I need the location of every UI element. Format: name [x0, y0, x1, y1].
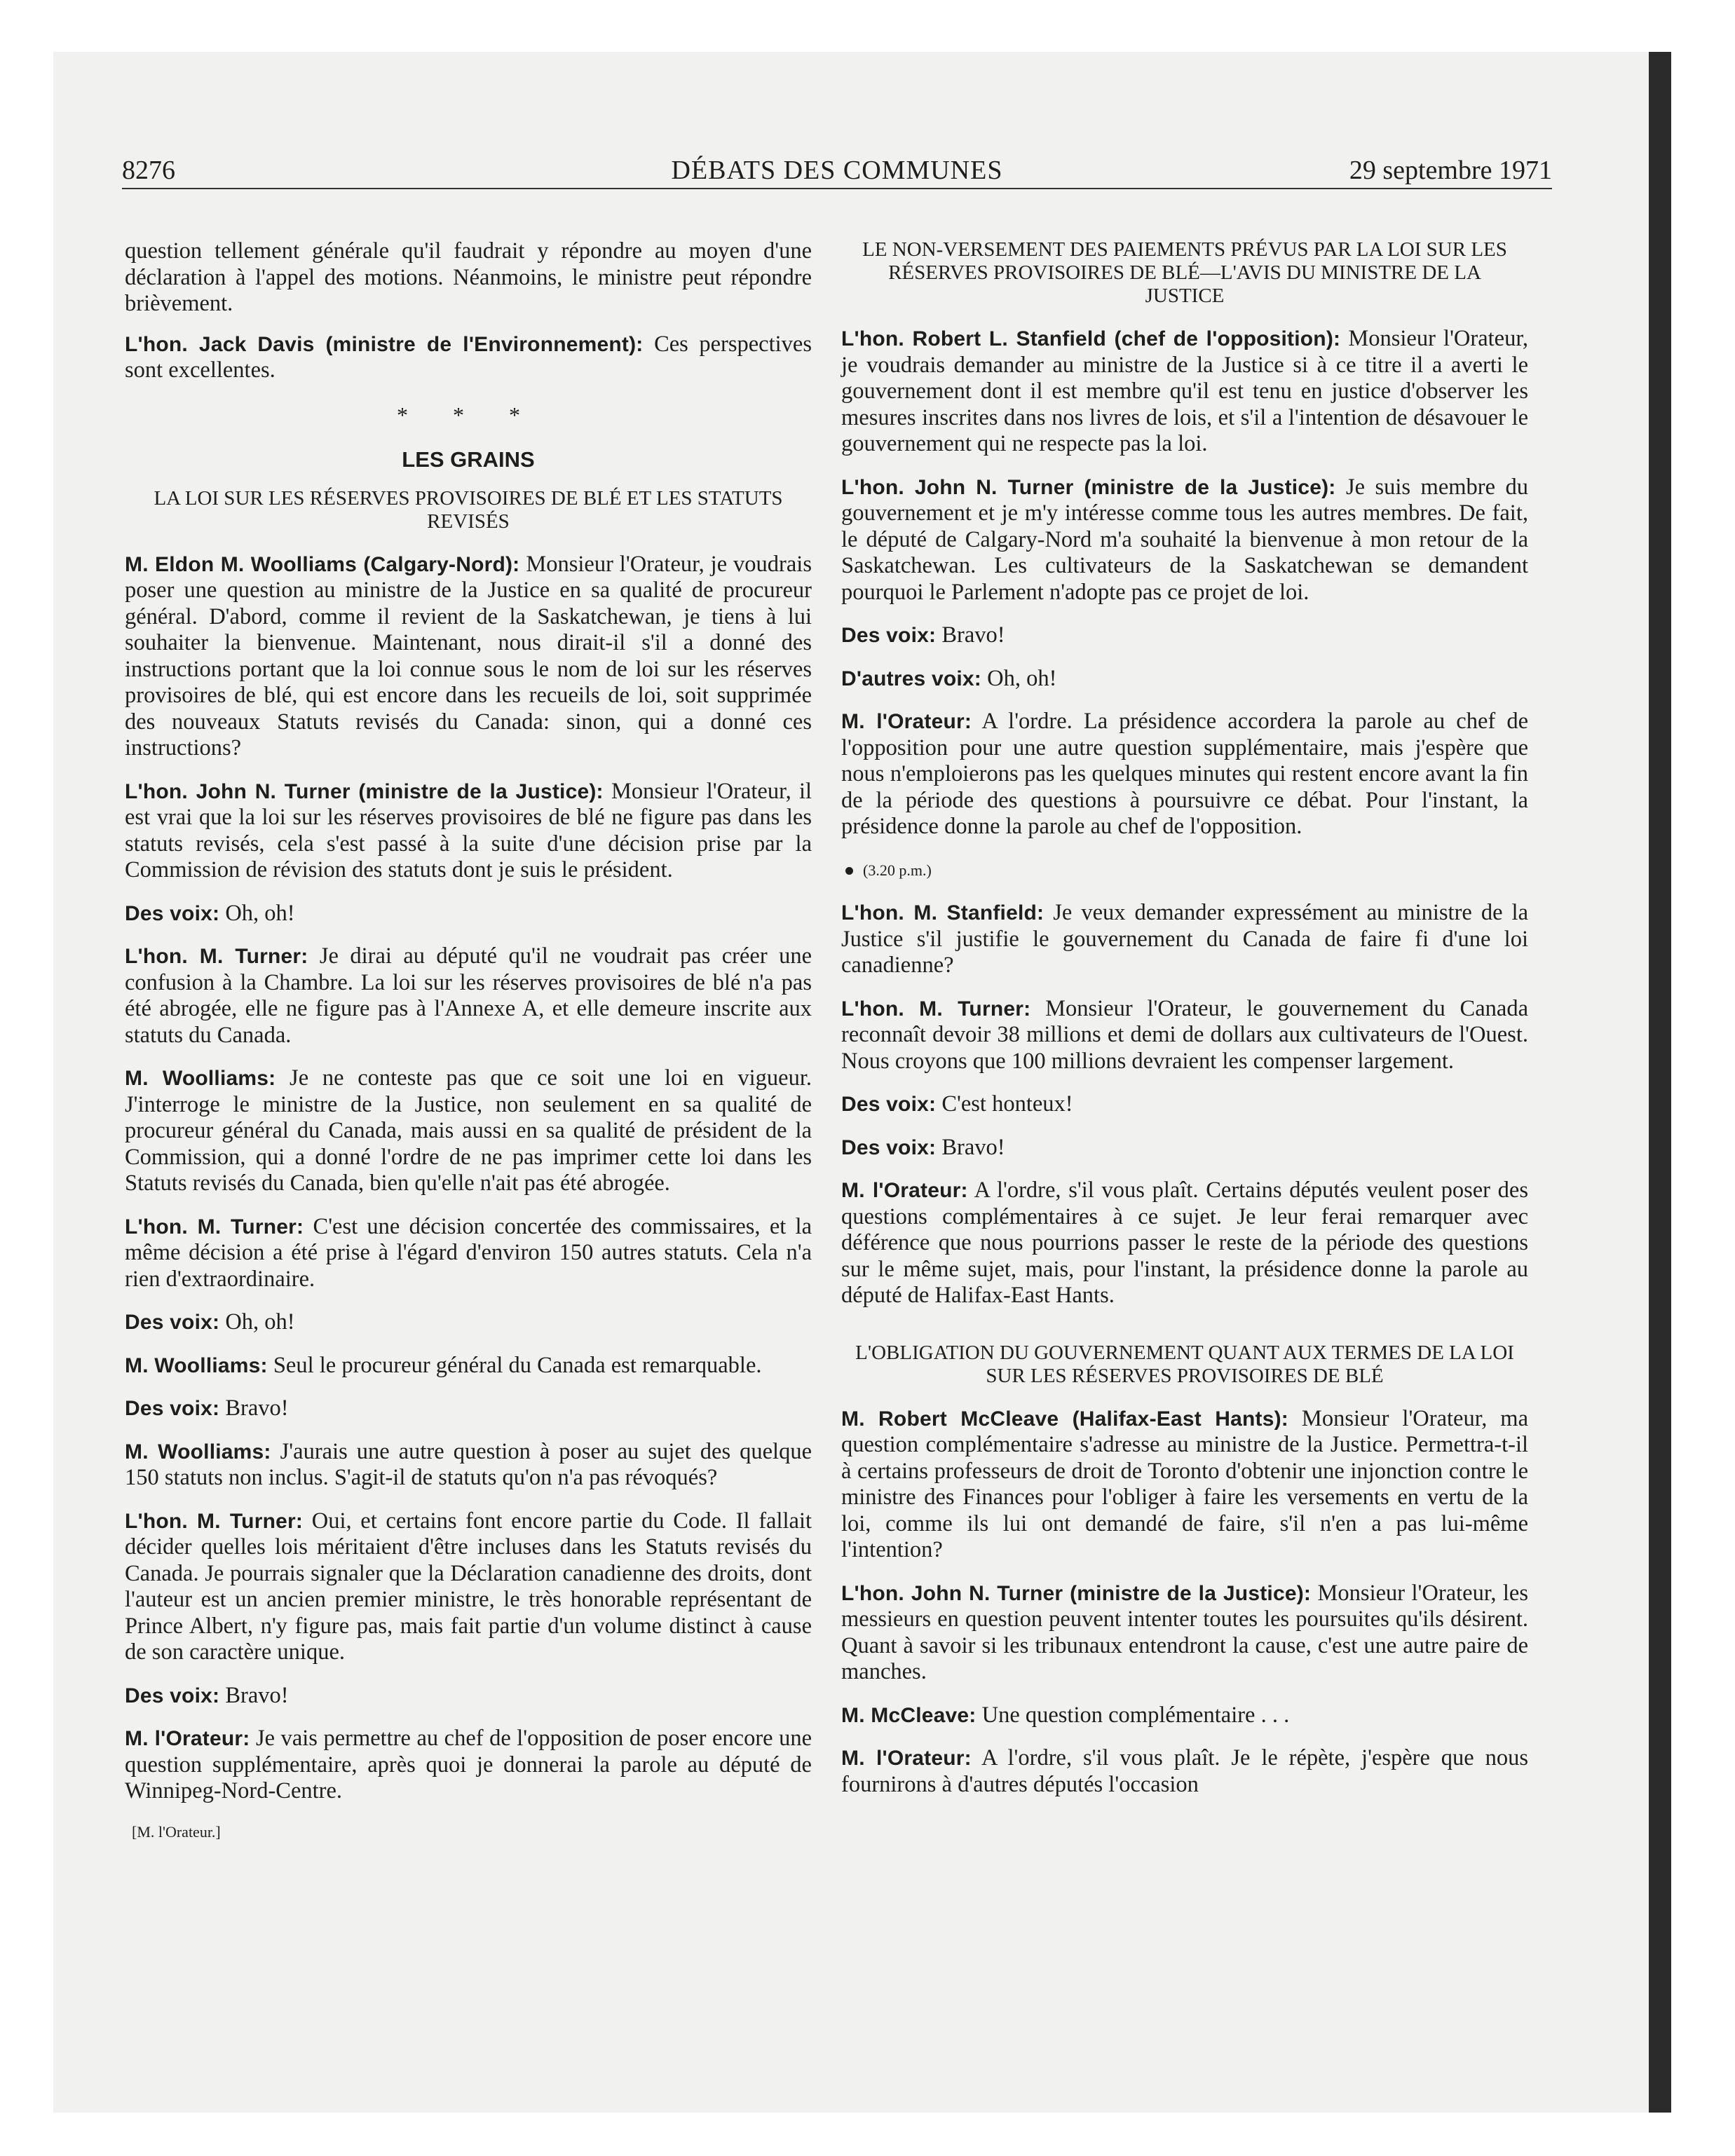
speaker: M. Woolliams:	[125, 1353, 268, 1377]
speech-text: Monsieur l'Orateur, il est vrai que la loi sur les réserves provisoires de blé ne figure pas dans les statuts revisés, cela s'est passé à la suite d'une décision prise par la Commission de révision des statuts dont je suis le président.	[125, 778, 812, 882]
section-subheading: LE NON-VERSEMENT DES PAIEMENTS PRÉVUS PAR LA LOI SUR LES RÉSERVES PROVISOIRES DE BLÉ—L'AVIS DU MINISTRE DE LA JUSTICE	[862, 238, 1507, 307]
speaker: L'hon. John N. Turner (ministre de la Justice):	[841, 1581, 1312, 1605]
speech-text: C'est honteux!	[941, 1091, 1073, 1117]
speaker: Des voix:	[125, 1397, 220, 1420]
speaker: Des voix:	[125, 1684, 220, 1707]
paragraph	[841, 900, 1528, 979]
speaker: L'hon. John N. Turner (ministre de la Justice):	[125, 779, 604, 803]
speech-text: Je suis membre du gouvernement et je m'y intéresse comme tous les autres membres. De fait, le député de Calgary-Nord m'a souhaité la bienvenue à mon retour de la Saskatchewan. Les cultivateurs de la Saskatchewan se demandent pourquoi le Parlement n'adopte pas ce projet de loi.	[841, 474, 1528, 605]
speech-text: Bravo!	[941, 622, 1005, 648]
speech-text: J'aurais une autre question à poser au sujet des quelque 150 statuts non inclus. S'agit-il de statuts qu'on n'a pas révoqués?	[125, 1438, 812, 1490]
paragraph	[125, 1309, 812, 1336]
left-column	[125, 238, 812, 1845]
speech-text: A l'ordre. La présidence accordera la parole au chef de l'opposition pour une autre question supplémentaire, mais j'espère que nous n'emploierons pas les quelques minutes qui restent encore avant la fin de la période des questions à poursuivre ce débat. Pour l'instant, la présidence donne la parole au chef de l'opposition.	[841, 709, 1528, 839]
paragraph	[125, 1353, 812, 1379]
speaker: L'hon. M. Turner:	[125, 945, 308, 968]
speaker-marginal-note: [M. l'Orateur.]	[132, 1822, 221, 1841]
paragraph	[125, 1683, 812, 1710]
speaker: M. Woolliams:	[125, 1067, 276, 1090]
speech-text: Je veux demander expressément au ministre de la Justice s'il justifie le gouvernement du Canada de faire fi d'une loi canadienne?	[841, 900, 1529, 978]
paragraph	[841, 666, 1528, 692]
speaker: L'hon. Robert L. Stanfield (chef de l'opposition):	[841, 327, 1341, 350]
speech-text: Bravo!	[941, 1134, 1005, 1160]
speech-text: Monsieur l'Orateur, ma question complémentaire s'adresse au ministre de la Justice. Permettra-t-il à certains professeurs de droit de Toronto d'obtenir une injonction contre le ministre des Finances pour l'obliger à faire les versements en vertu de la loi, comme ils lui ont demandé de faire, s'il n'en a pas lui-même l'intention?	[841, 1405, 1528, 1562]
right-column	[841, 238, 1528, 1815]
speech-text: A l'ordre, s'il vous plaît. Je le répète, j'espère que nous fournirons à d'autres députés l'occasion	[841, 1745, 1529, 1797]
speech-text: Bravo!	[225, 1396, 289, 1421]
speaker: M. Woolliams:	[125, 1440, 271, 1464]
paragraph	[125, 1214, 812, 1293]
bullet-icon	[845, 867, 853, 875]
speaker: Des voix:	[841, 1135, 937, 1159]
speech-text: Je vais permettre au chef de l'opposition de poser encore une question supplémentaire, après quoi je donnerai la parole au député de Winnipeg-Nord-Centre.	[125, 1726, 812, 1803]
paragraph	[125, 779, 812, 884]
speech-text: A l'ordre, s'il vous plaît. Certains députés veulent poser des questions complémentaires à ce sujet. Je leur ferai remarquer avec déférence que nous pourrions passer le reste de la période des questions sur le même sujet, mais, pour l'instant, la présidence donne la parole au député de Halifax-East Hants.	[841, 1178, 1528, 1308]
speaker: L'hon. M. Turner:	[125, 1215, 304, 1239]
speaker: Des voix:	[841, 1093, 937, 1116]
timestamp-text: (3.20 p.m.)	[863, 861, 932, 879]
speaker: L'hon. Jack Davis (ministre de l'Environnement):	[125, 332, 644, 356]
timestamp	[841, 857, 1528, 884]
section-separator: * * *	[397, 402, 540, 428]
paragraph	[841, 622, 1528, 649]
paragraph	[125, 1065, 812, 1197]
paragraph	[841, 1406, 1528, 1564]
speaker: L'hon. John N. Turner (ministre de la Justice):	[841, 475, 1336, 499]
paragraph	[125, 901, 812, 927]
page-header	[122, 153, 1552, 189]
speech-text: Seul le procureur général du Canada est remarquable.	[273, 1352, 762, 1378]
paragraph	[125, 332, 812, 384]
paragraph	[125, 552, 812, 762]
speaker: L'hon. M. Turner:	[841, 997, 1031, 1021]
paragraph	[841, 1703, 1528, 1729]
paragraph	[841, 1091, 1528, 1118]
speech-text: Je dirai au député qu'il ne voudrait pas créer une confusion à la Chambre. La loi sur les réserves provisoires de blé n'a pas été abrogée, elle ne figure pas à l'Annexe A, et elle demeure inscrite aux statuts du Canada.	[125, 943, 812, 1048]
speech-text: Monsieur l'Orateur, le gouvernement du Canada reconnaît devoir 38 millions et demi de dollars aux cultivateurs de l'Ouest. Nous croyons que 100 millions devraient les compenser largement.	[841, 995, 1528, 1074]
speech-text: Oh, oh!	[225, 900, 295, 926]
paragraph	[125, 1396, 812, 1422]
speech-text: Monsieur l'Orateur, je voudrais poser une question au ministre de la Justice en sa qualité de procureur général. D'abord, comme il revient de la Saskatchewan, je tiens à lui souhaiter la bienvenue. Maintenant, nous dirait-il s'il a donné des instructions portant que la loi connue sous le nom de loi sur les réserves provisoires de blé, qui est encore dans les recueils de loi, soit supprimée des nouveaux Statuts revisés du Canada: sinon, qui a donné ces instructions?	[125, 551, 812, 760]
speech-text: Bravo!	[225, 1682, 289, 1708]
speaker: M. Robert McCleave (Halifax-East Hants):	[841, 1407, 1288, 1431]
paragraph	[841, 326, 1528, 458]
speech-text: Une question complémentaire . . .	[981, 1702, 1290, 1728]
publication-title: DÉBATS DES COMMUNES	[671, 156, 1003, 185]
speaker: M. McCleave:	[841, 1703, 977, 1727]
speech-text: Monsieur l'Orateur, je voudrais demander au ministre de la Justice si à ce titre il a averti le gouvernement dont il est membre qu'il est tenu en justice d'observer les mesures inscrites dans nos livres de lois, et s'il a l'intention de désavouer le gouvernement qui ne respecte pas la loi.	[841, 326, 1528, 456]
paragraph	[841, 1135, 1528, 1161]
paragraph: question tellement générale qu'il faudrait y répondre au moyen d'une déclaration à l'appel des motions. Néanmoins, le ministre peut répondre brièvement.	[125, 238, 812, 316]
speaker: L'hon. M. Turner:	[125, 1509, 304, 1533]
speaker: M. l'Orateur:	[125, 1727, 250, 1750]
speaker: M. l'Orateur:	[841, 1179, 968, 1202]
speaker: L'hon. M. Stanfield:	[841, 901, 1045, 925]
paragraph	[841, 1581, 1528, 1686]
paragraph	[125, 1439, 812, 1492]
speech-text: Monsieur l'Orateur, les messieurs en question peuvent intenter toutes les poursuites qu'ils désirent. Quant à savoir si les tribunaux entendront la cause, c'est une autre paire de manches.	[841, 1580, 1528, 1684]
speaker: D'autres voix:	[841, 667, 981, 690]
paragraph	[841, 1178, 1528, 1309]
paragraph	[125, 1508, 812, 1666]
paragraph	[841, 1745, 1528, 1798]
speaker: M. l'Orateur:	[841, 1747, 972, 1770]
speaker: M. l'Orateur:	[841, 710, 972, 733]
speech-text: Oh, oh!	[987, 665, 1057, 691]
speaker: Des voix:	[841, 624, 937, 647]
section-heading: LES GRAINS	[402, 447, 535, 472]
paragraph	[841, 996, 1528, 1075]
speech-text: Je ne conteste pas que ce soit une loi en vigueur. J'interroge le ministre de la Justice, non seulement en sa qualité de procureur général du Canada, mais aussi en sa qualité de président de la Commission, qui a donné l'ordre de ne pas imprimer cette loi dans les Statuts revisés du Canada, bien qu'elle n'ait pas été abrogée.	[125, 1065, 812, 1196]
paragraph	[841, 709, 1528, 840]
speaker: Des voix:	[125, 901, 220, 925]
paragraph	[841, 475, 1528, 606]
section-subheading: L'OBLIGATION DU GOUVERNEMENT QUANT AUX TERMES DE LA LOI SUR LES RÉSERVES PROVISOIRES DE BLÉ	[855, 1341, 1514, 1387]
publication-date: 29 septembre 1971	[1349, 156, 1552, 185]
paragraph	[125, 1726, 812, 1805]
scan-edge-bar	[1649, 52, 1671, 2113]
section-subheading: LA LOI SUR LES RÉSERVES PROVISOIRES DE BLÉ ET LES STATUTS REVISÉS	[154, 486, 783, 533]
speech-text: Oh, oh!	[225, 1309, 295, 1335]
speech-text: Oui, et certains font encore partie du Code. Il fallait décider quelles lois méritaient d'être incluses dans les Statuts revisés du Canada. Je pourrais signaler que la Déclaration canadienne des droits, dont l'auteur est un ancien premier ministre, le très honorable représentant de Prince Albert, n'y figure pas, mais fait partie d'un volume distinct à cause de son caractère unique.	[125, 1508, 812, 1665]
speech-text: C'est une décision concertée des commissaires, et la même décision a été prise à l'égard d'environ 150 autres statuts. Cela n'a rien d'extraordinaire.	[125, 1213, 812, 1292]
page-number: 8276	[122, 156, 175, 185]
speech-text: Ces perspectives sont excellentes.	[125, 331, 812, 383]
speaker: Des voix:	[125, 1311, 220, 1334]
speaker: M. Eldon M. Woolliams (Calgary-Nord):	[125, 552, 520, 576]
paragraph	[125, 943, 812, 1049]
